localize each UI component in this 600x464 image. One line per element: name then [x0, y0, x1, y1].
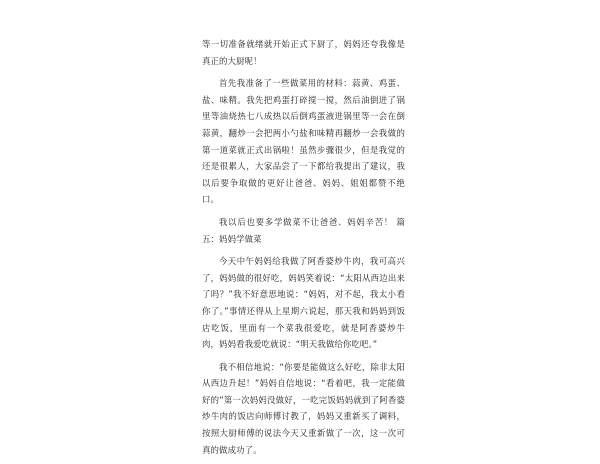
paragraph-2: 首先我准备了一些做菜用的材料：蒜黄、鸡蛋、盐、味精。我先把鸡蛋打碎搅一搅，然后油倒进了锅里等油烧热七八成热以后倒鸡蛋液进锅里等一会在倒蒜黄，翻炒一会把两小勺盐和味精再翻炒一会我做的第一道菜就正式出锅啦！虽然步骤很少，但是我觉的还是很累人，大家品尝了一下都给我提出了建议，我以后要争取做的更好让爸爸、妈妈、姐姐都赞不绝口。 [202, 78, 405, 205]
paragraph-5: 我不相信地说：“你要是能做这么好吃，除非太阳从西边升起！”妈妈自信地说：“看着吧，我一定能做好的”第一次妈妈没做好，一吃完饭妈妈就到了阿香婆炒牛肉的饭店向师傅讨教了，妈妈又重新买了调料，按照大厨师傅的说法今天又重新做了一次，这一次可真的做成功了。 [202, 361, 405, 455]
paragraph-1: 等一切准备就绪就开始正式下厨了，妈妈还夸我像是真正的大厨呢！ [202, 39, 405, 66]
paragraph-3: 我以后也要多学做菜不让爸爸、妈妈辛苦！ 篇五：妈妈学做菜 [202, 216, 405, 244]
paragraph-4: 今天中午妈妈给我做了阿香婆炒牛肉，我可高兴了，妈妈做的很好吃，妈妈笑着说：“太阳从西边出来了吗？”我不好意思地说：“妈妈，对不起，我太小看你了。”事情还得从上星期六说起，那天我和妈妈到饭店吃饭，里面有一个菜我很爱吃，就是阿香婆炒牛肉，妈妈看我爱吃就说：“明天我做给你吃吧。” [202, 256, 405, 350]
